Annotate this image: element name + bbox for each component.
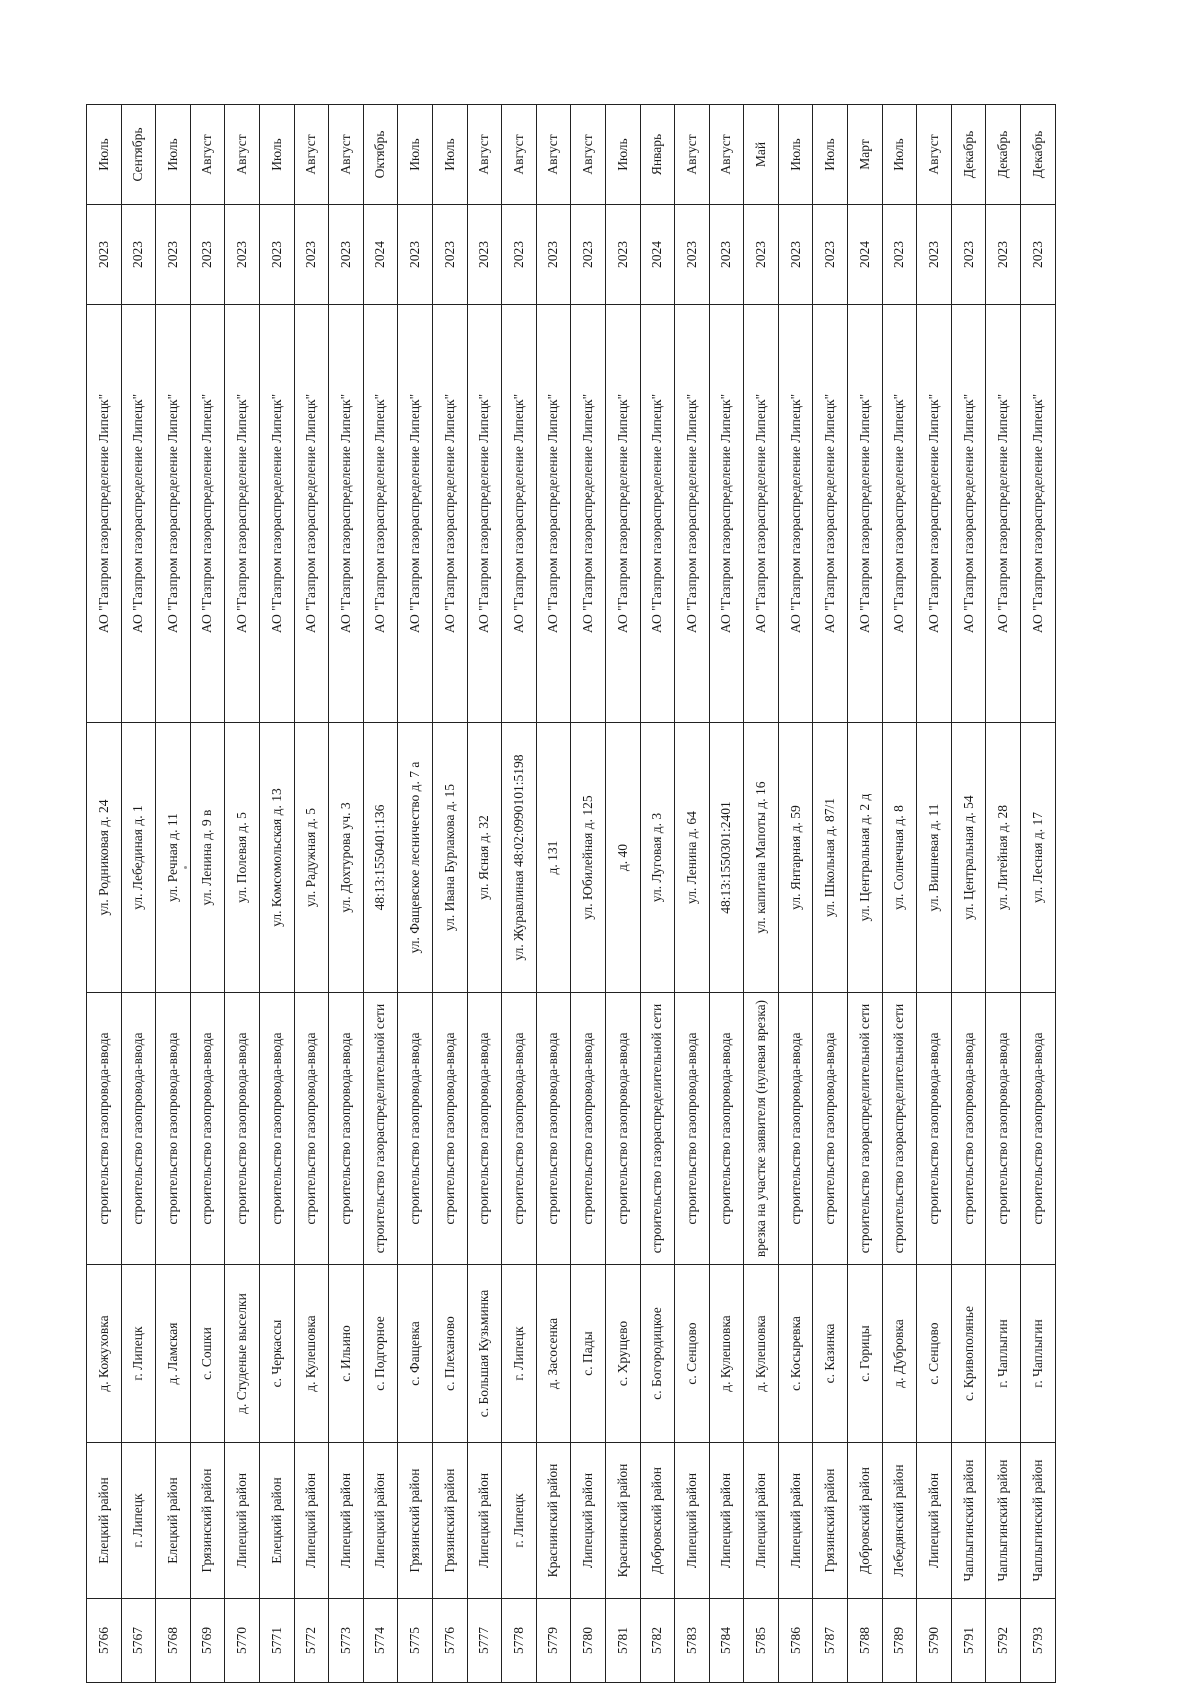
month-cell: Август (675, 105, 710, 205)
locality-cell: с. Казинка (813, 1265, 848, 1443)
year-cell: 2023 (882, 205, 917, 305)
work-type-cell: строительство газопровода-ввода (1021, 993, 1056, 1265)
row-number-cell: 5778 (502, 1599, 537, 1683)
district-cell: Липецкий район (709, 1443, 744, 1599)
year-cell: 2023 (709, 205, 744, 305)
month-cell: Декабрь (951, 105, 986, 205)
year-cell: 2023 (87, 205, 122, 305)
row-number-cell: 5788 (848, 1599, 883, 1683)
row-number-cell: 5772 (294, 1599, 329, 1683)
year-cell: 2023 (467, 205, 502, 305)
work-type-cell: строительство газопровода-ввода (432, 993, 467, 1265)
district-cell: Чаплыгинский район (1021, 1443, 1056, 1599)
row-number-cell: 5780 (571, 1599, 606, 1683)
rotated-table-wrapper (86, 105, 1056, 1683)
work-type-cell: строительство газораспределительной сети (640, 993, 675, 1265)
month-cell: Март (848, 105, 883, 205)
row-number-cell: 5771 (259, 1599, 294, 1683)
locality-cell: с. Пады (571, 1265, 606, 1443)
organization-cell: АО "Газпром газораспределение Липецк" (848, 305, 883, 723)
district-cell: Липецкий район (744, 1443, 779, 1599)
locality-cell: д. Студеные выселки (225, 1265, 260, 1443)
table-row (917, 105, 952, 1683)
registry-table (86, 104, 1056, 1683)
locality-cell: д. Кулешовка (709, 1265, 744, 1443)
table-row (225, 105, 260, 1683)
address-cell: ул. Лесная д. 17 (1021, 723, 1056, 993)
organization-cell: АО "Газпром газораспределение Липецк" (121, 305, 156, 723)
organization-cell: АО "Газпром газораспределение Липецк" (225, 305, 260, 723)
organization-cell: АО "Газпром газораспределение Липецк" (917, 305, 952, 723)
address-cell: ул. Полевая д. 5 (225, 723, 260, 993)
organization-cell: АО "Газпром газораспределение Липецк" (605, 305, 640, 723)
row-number-cell: 5773 (329, 1599, 364, 1683)
table-row (87, 105, 122, 1683)
district-cell: Грязинский район (432, 1443, 467, 1599)
organization-cell: АО "Газпром газораспределение Липецк" (675, 305, 710, 723)
work-type-cell: строительство газопровода-ввода (87, 993, 122, 1265)
locality-cell: д. Ламская (156, 1265, 191, 1443)
table-row (432, 105, 467, 1683)
organization-cell: АО "Газпром газораспределение Липецк" (363, 305, 398, 723)
address-cell: ул. Родниковая д. 24 (87, 723, 122, 993)
locality-cell: с. Сенцово (675, 1265, 710, 1443)
year-cell: 2023 (156, 205, 191, 305)
work-type-cell: строительство газораспределительной сети (363, 993, 398, 1265)
district-cell: Липецкий район (571, 1443, 606, 1599)
row-number-cell: 5781 (605, 1599, 640, 1683)
year-cell: 2023 (536, 205, 571, 305)
organization-cell: АО "Газпром газораспределение Липецк" (156, 305, 191, 723)
month-cell: Декабрь (986, 105, 1021, 205)
locality-cell: д. Засосенка (536, 1265, 571, 1443)
work-type-cell: строительство газопровода-ввода (709, 993, 744, 1265)
work-type-cell: строительство газопровода-ввода (121, 993, 156, 1265)
work-type-cell: строительство газопровода-ввода (225, 993, 260, 1265)
address-cell: 48:13:1550401:136 (363, 723, 398, 993)
row-number-cell: 5775 (398, 1599, 433, 1683)
address-cell: ул. Центральная д. 54 (951, 723, 986, 993)
month-cell: Август (329, 105, 364, 205)
locality-cell: д. Кулешовка (744, 1265, 779, 1443)
address-cell: ул. Ленина д. 9 в (190, 723, 225, 993)
organization-cell: АО "Газпром газораспределение Липецк" (778, 305, 813, 723)
address-cell: ул. Журавлиная 48:02:0990101:5198 (502, 723, 537, 993)
month-cell: Август (502, 105, 537, 205)
district-cell: Елецкий район (156, 1443, 191, 1599)
address-cell: ул. Янтарная д. 59 (778, 723, 813, 993)
year-cell: 2023 (778, 205, 813, 305)
work-type-cell: строительство газопровода-ввода (259, 993, 294, 1265)
year-cell: 2023 (951, 205, 986, 305)
row-number-cell: 5766 (87, 1599, 122, 1683)
table-row (848, 105, 883, 1683)
locality-cell: с. Большая Кузьминка (467, 1265, 502, 1443)
district-cell: г. Липецк (121, 1443, 156, 1599)
locality-cell: с. Кривополянье (951, 1265, 986, 1443)
locality-cell: г. Липецк (502, 1265, 537, 1443)
district-cell: Липецкий район (225, 1443, 260, 1599)
table-row (571, 105, 606, 1683)
work-type-cell: строительство газопровода-ввода (536, 993, 571, 1265)
row-number-cell: 5790 (917, 1599, 952, 1683)
district-cell: Липецкий район (294, 1443, 329, 1599)
table-row (1021, 105, 1056, 1683)
table-row (778, 105, 813, 1683)
table-row (156, 105, 191, 1683)
address-cell: ул. Речная д. 11 (156, 723, 191, 993)
locality-cell: д. Кожуховка (87, 1265, 122, 1443)
organization-cell: АО "Газпром газораспределение Липецк" (986, 305, 1021, 723)
month-cell: Август (294, 105, 329, 205)
work-type-cell: строительство газопровода-ввода (571, 993, 606, 1265)
row-number-cell: 5792 (986, 1599, 1021, 1683)
district-cell: Липецкий район (778, 1443, 813, 1599)
year-cell: 2023 (294, 205, 329, 305)
district-cell: Елецкий район (259, 1443, 294, 1599)
district-cell: Елецкий район (87, 1443, 122, 1599)
organization-cell: АО "Газпром газораспределение Липецк" (467, 305, 502, 723)
row-number-cell: 5769 (190, 1599, 225, 1683)
district-cell: Грязинский район (190, 1443, 225, 1599)
district-cell: Грязинский район (813, 1443, 848, 1599)
district-cell: Краснинский район (536, 1443, 571, 1599)
month-cell: Август (467, 105, 502, 205)
month-cell: Июль (813, 105, 848, 205)
locality-cell: д. Дубровка (882, 1265, 917, 1443)
locality-cell: с. Сошки (190, 1265, 225, 1443)
year-cell: 2023 (432, 205, 467, 305)
month-cell: Октябрь (363, 105, 398, 205)
work-type-cell: строительство газопровода-ввода (986, 993, 1021, 1265)
locality-cell: с. Плеханово (432, 1265, 467, 1443)
row-number-cell: 5783 (675, 1599, 710, 1683)
row-number-cell: 5786 (778, 1599, 813, 1683)
month-cell: Июль (259, 105, 294, 205)
row-number-cell: 5782 (640, 1599, 675, 1683)
year-cell: 2024 (640, 205, 675, 305)
row-number-cell: 5785 (744, 1599, 779, 1683)
year-cell: 2023 (121, 205, 156, 305)
table-row (640, 105, 675, 1683)
organization-cell: АО "Газпром газораспределение Липецк" (709, 305, 744, 723)
organization-cell: АО "Газпром газораспределение Липецк" (536, 305, 571, 723)
address-cell: ул. Литейная д. 28 (986, 723, 1021, 993)
month-cell: Январь (640, 105, 675, 205)
year-cell: 2023 (225, 205, 260, 305)
district-cell: Липецкий район (363, 1443, 398, 1599)
organization-cell: АО "Газпром газораспределение Липецк" (744, 305, 779, 723)
month-cell: Август (917, 105, 952, 205)
month-cell: Июль (87, 105, 122, 205)
district-cell: г. Липецк (502, 1443, 537, 1599)
district-cell: Липецкий район (675, 1443, 710, 1599)
table-row (986, 105, 1021, 1683)
month-cell: Июль (432, 105, 467, 205)
table-row (329, 105, 364, 1683)
row-number-cell: 5768 (156, 1599, 191, 1683)
row-number-cell: 5770 (225, 1599, 260, 1683)
year-cell: 2024 (363, 205, 398, 305)
row-number-cell: 5776 (432, 1599, 467, 1683)
table-row (190, 105, 225, 1683)
table-row (536, 105, 571, 1683)
table-row (675, 105, 710, 1683)
work-type-cell: строительство газопровода-ввода (329, 993, 364, 1265)
work-type-cell: строительство газопровода-ввода (398, 993, 433, 1265)
address-cell: ул. Луговая д. 3 (640, 723, 675, 993)
district-cell: Добровский район (848, 1443, 883, 1599)
work-type-cell: строительство газопровода-ввода (502, 993, 537, 1265)
month-cell: Июль (156, 105, 191, 205)
locality-cell: с. Горицы (848, 1265, 883, 1443)
work-type-cell: строительство газораспределительной сети (882, 993, 917, 1265)
year-cell: 2023 (675, 205, 710, 305)
year-cell: 2023 (813, 205, 848, 305)
year-cell: 2023 (398, 205, 433, 305)
organization-cell: АО "Газпром газораспределение Липецк" (294, 305, 329, 723)
locality-cell: д. Кулешовка (294, 1265, 329, 1443)
year-cell: 2024 (848, 205, 883, 305)
year-cell: 2023 (917, 205, 952, 305)
month-cell: Август (709, 105, 744, 205)
organization-cell: АО "Газпром газораспределение Липецк" (951, 305, 986, 723)
organization-cell: АО "Газпром газораспределение Липецк" (432, 305, 467, 723)
address-cell: ул. Юбилейная д. 125 (571, 723, 606, 993)
organization-cell: АО "Газпром газораспределение Липецк" (640, 305, 675, 723)
year-cell: 2023 (1021, 205, 1056, 305)
month-cell: Июль (398, 105, 433, 205)
month-cell: Август (225, 105, 260, 205)
locality-cell: с. Черкассы (259, 1265, 294, 1443)
address-cell: ул. Лебединая д. 1 (121, 723, 156, 993)
month-cell: Август (571, 105, 606, 205)
address-cell: ул. Фащевское лесничество д. 7 а (398, 723, 433, 993)
table-row (467, 105, 502, 1683)
address-cell: ул. Ленина д. 64 (675, 723, 710, 993)
address-cell: д. 131 (536, 723, 571, 993)
district-cell: Краснинский район (605, 1443, 640, 1599)
work-type-cell: строительство газопровода-ввода (156, 993, 191, 1265)
address-cell: ул. Радужная д. 5 (294, 723, 329, 993)
work-type-cell: строительство газопровода-ввода (675, 993, 710, 1265)
row-number-cell: 5791 (951, 1599, 986, 1683)
table-row (951, 105, 986, 1683)
work-type-cell: строительство газопровода-ввода (605, 993, 640, 1265)
month-cell: Август (190, 105, 225, 205)
table-row (259, 105, 294, 1683)
locality-cell: с. Подгорное (363, 1265, 398, 1443)
month-cell: Август (536, 105, 571, 205)
address-cell: 48:13:1550301:2401 (709, 723, 744, 993)
district-cell: Грязинский район (398, 1443, 433, 1599)
row-number-cell: 5793 (1021, 1599, 1056, 1683)
organization-cell: АО "Газпром газораспределение Липецк" (398, 305, 433, 723)
organization-cell: АО "Газпром газораспределение Липецк" (813, 305, 848, 723)
table-row (121, 105, 156, 1683)
year-cell: 2023 (744, 205, 779, 305)
address-cell: ул. Комсомольская д. 13 (259, 723, 294, 993)
year-cell: 2023 (986, 205, 1021, 305)
address-cell: ул. Дохтурова уч. 3 (329, 723, 364, 993)
table-row (882, 105, 917, 1683)
work-type-cell: врезка на участке заявителя (нулевая врезка) (744, 993, 779, 1265)
locality-cell: с. Богородицкое (640, 1265, 675, 1443)
locality-cell: с. Сенцово (917, 1265, 952, 1443)
organization-cell: АО "Газпром газораспределение Липецк" (329, 305, 364, 723)
row-number-cell: 5784 (709, 1599, 744, 1683)
organization-cell: АО "Газпром газораспределение Липецк" (190, 305, 225, 723)
month-cell: Сентябрь (121, 105, 156, 205)
table-row (502, 105, 537, 1683)
year-cell: 2023 (571, 205, 606, 305)
table-row (813, 105, 848, 1683)
address-cell: ул. капитана Мапоты д. 16 (744, 723, 779, 993)
work-type-cell: строительство газопровода-ввода (467, 993, 502, 1265)
table-row (605, 105, 640, 1683)
address-cell: ул. Ясная д. 32 (467, 723, 502, 993)
organization-cell: АО "Газпром газораспределение Липецк" (259, 305, 294, 723)
address-cell: д. 40 (605, 723, 640, 993)
address-cell: ул. Центральная д. 2 д (848, 723, 883, 993)
table-row (709, 105, 744, 1683)
month-cell: Май (744, 105, 779, 205)
locality-cell: г. Чаплыгин (1021, 1265, 1056, 1443)
organization-cell: АО "Газпром газораспределение Липецк" (502, 305, 537, 723)
month-cell: Июль (778, 105, 813, 205)
month-cell: Июль (882, 105, 917, 205)
table-row (398, 105, 433, 1683)
work-type-cell: строительство газопровода-ввода (813, 993, 848, 1265)
table-row (363, 105, 398, 1683)
district-cell: Липецкий район (917, 1443, 952, 1599)
row-number-cell: 5789 (882, 1599, 917, 1683)
organization-cell: АО "Газпром газораспределение Липецк" (571, 305, 606, 723)
district-cell: Лебедянский район (882, 1443, 917, 1599)
work-type-cell: строительство газопровода-ввода (917, 993, 952, 1265)
year-cell: 2023 (259, 205, 294, 305)
organization-cell: АО "Газпром газораспределение Липецк" (87, 305, 122, 723)
row-number-cell: 5777 (467, 1599, 502, 1683)
month-cell: Июль (605, 105, 640, 205)
organization-cell: АО "Газпром газораспределение Липецк" (882, 305, 917, 723)
address-cell: ул. Вишневая д. 11 (917, 723, 952, 993)
table-row (294, 105, 329, 1683)
organization-cell: АО "Газпром газораспределение Липецк" (1021, 305, 1056, 723)
year-cell: 2023 (605, 205, 640, 305)
district-cell: Липецкий район (329, 1443, 364, 1599)
table-row (744, 105, 779, 1683)
locality-cell: с. Ильино (329, 1265, 364, 1443)
year-cell: 2023 (190, 205, 225, 305)
table-body (87, 105, 1056, 1683)
address-cell: ул. Ивана Бурлакова д. 15 (432, 723, 467, 993)
month-cell: Декабрь (1021, 105, 1056, 205)
address-cell: ул. Школьная д. 87/1 (813, 723, 848, 993)
rotated-table-frame (86, 105, 1056, 1683)
district-cell: Чаплыгинский район (986, 1443, 1021, 1599)
locality-cell: г. Чаплыгин (986, 1265, 1021, 1443)
locality-cell: с. Хрущево (605, 1265, 640, 1443)
work-type-cell: строительство газораспределительной сети (848, 993, 883, 1265)
district-cell: Добровский район (640, 1443, 675, 1599)
year-cell: 2023 (502, 205, 537, 305)
district-cell: Чаплыгинский район (951, 1443, 986, 1599)
work-type-cell: строительство газопровода-ввода (294, 993, 329, 1265)
address-cell: ул. Солнечная д. 8 (882, 723, 917, 993)
row-number-cell: 5767 (121, 1599, 156, 1683)
locality-cell: с. Фащевка (398, 1265, 433, 1443)
locality-cell: с. Косыревка (778, 1265, 813, 1443)
row-number-cell: 5787 (813, 1599, 848, 1683)
year-cell: 2023 (329, 205, 364, 305)
row-number-cell: 5779 (536, 1599, 571, 1683)
work-type-cell: строительство газопровода-ввода (190, 993, 225, 1265)
locality-cell: г. Липецк (121, 1265, 156, 1443)
district-cell: Липецкий район (467, 1443, 502, 1599)
work-type-cell: строительство газопровода-ввода (951, 993, 986, 1265)
work-type-cell: строительство газопровода-ввода (778, 993, 813, 1265)
row-number-cell: 5774 (363, 1599, 398, 1683)
